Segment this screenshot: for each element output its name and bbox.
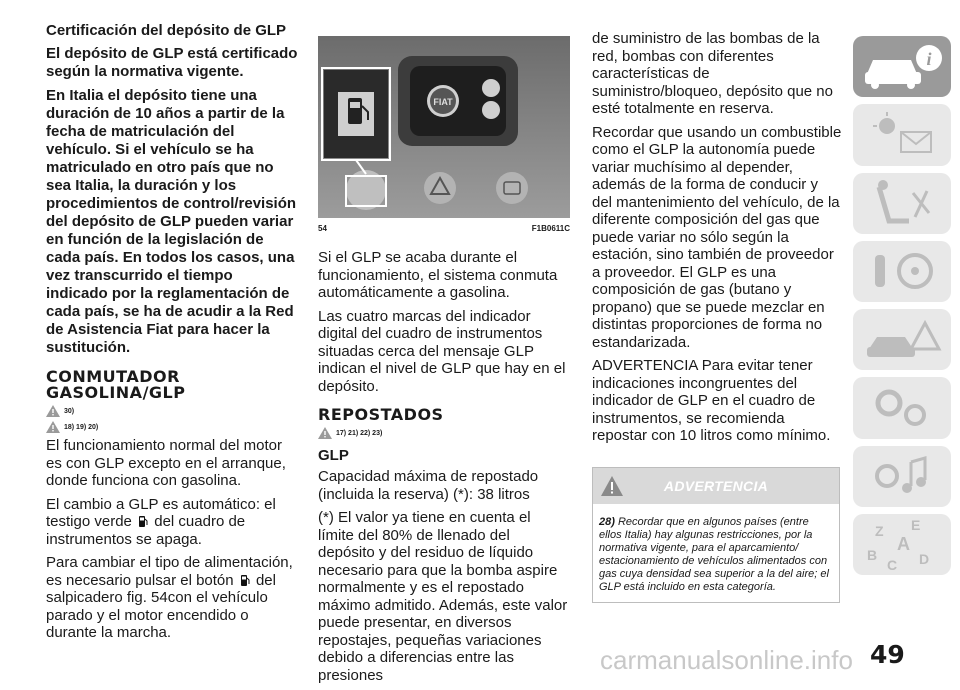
sidebar-item-maintenance[interactable] <box>853 377 951 438</box>
svg-text:C: C <box>887 557 898 574</box>
maintenance-icon <box>853 377 951 438</box>
dashboard-lights-icon <box>853 104 951 165</box>
footnote-paragraph: (*) El valor ya tiene en cuenta el límite del 80% de llenado del depósito y del residuo de líquido necesario para que la bomba aspire normalmente y es el repostado máximo admitido. Además, este valor puede presentar, en diversos repostajes, pequeñas variaciones debido a diferencias entre las presiones <box>318 509 568 684</box>
switch-section-title: CONMUTADOR GASOLINA/GLP <box>46 367 186 402</box>
lpg-certification-heading: Certificación del depósito de GLP <box>46 22 287 39</box>
left-column <box>46 0 298 648</box>
warning-box <box>592 467 840 603</box>
indicator-paragraph: Las cuatro marcas del indicador digital del cuadro de instrumentos situadas cerca del mensaje GLP indican el nivel de GLP que hay en el depósito. <box>318 307 566 395</box>
lpg-runout-paragraph: Si el GLP se acaba durante el funcionamiento, el sistema conmuta automáticamente a gasolina. <box>318 249 558 301</box>
warning-triangle-icon <box>318 427 332 439</box>
dashboard-illustration <box>318 36 570 218</box>
svg-text:i: i <box>926 49 932 69</box>
warning-box-body <box>593 504 839 602</box>
seat-safety-icon <box>853 173 951 234</box>
advertencia-paragraph: ADVERTENCIA Para evitar tener indicaciones incongruentes del indicador de GLP en el cuadro de instrumentos, se recomienda repostar con 10 litros como mínimo. <box>592 357 831 444</box>
warning-number: 28) <box>599 515 615 528</box>
normal-operation-paragraph: El funcionamiento normal del motor es con GLP excepto en el arranque, donde funciona con gasolina. <box>46 437 286 489</box>
glp-subheading: GLP <box>318 447 349 464</box>
figure-number: 54 <box>318 224 327 233</box>
svg-text:Z: Z <box>875 523 884 540</box>
warning-box-title: ADVERTENCIA <box>663 477 769 494</box>
figure-code: F1B0611C <box>531 224 570 233</box>
fuel-pump-icon <box>138 514 148 528</box>
sidebar-item-start[interactable] <box>853 241 951 302</box>
figure-caption <box>318 224 570 233</box>
key-steering-icon <box>853 241 951 302</box>
svg-text:FIAT: FIAT <box>433 97 453 107</box>
warning-triangle-icon <box>46 405 60 417</box>
right-column <box>592 0 842 603</box>
autonomy-paragraph: Recordar que usando un combustible como el GLP la autonomía puede variar muchísimo al depender, además de la forma de conducir y del mantenimiento del vehículo, de la diferente composición del gas que puede variar no sólo según la estación, sino también de proveedor a proveedor. El GLP es una composición de gas (butano y propano) que se puede mezclar en distintas proporciones de forma no estandarizada. <box>592 123 842 351</box>
supply-paragraph: de suministro de las bombas de la red, bombas con diferentes características de suministro/bloqueo, depósito que no esté totalmente en reserva. <box>592 30 833 117</box>
warning-triangle-icon <box>46 421 60 433</box>
sidebar-item-lights[interactable] <box>853 104 951 165</box>
page-number: 49 <box>870 640 905 669</box>
svg-text:D: D <box>919 551 930 568</box>
multimedia-icon <box>853 446 951 507</box>
warning-triangle-icon <box>601 476 623 496</box>
svg-text:B: B <box>867 547 878 564</box>
warning-reference-1: 30) <box>46 405 298 417</box>
sidebar-item-safety[interactable] <box>853 173 951 234</box>
warning-box-header <box>593 468 839 504</box>
warning-reference-3: 17) 21) 22) 23) <box>318 427 570 439</box>
sidebar-item-car-info[interactable] <box>853 36 951 97</box>
fuel-pump-icon <box>240 573 250 587</box>
sidebar-item-emergency[interactable] <box>853 309 951 370</box>
refuel-section-title: REPOSTADOS <box>318 405 444 424</box>
watermark: carmanualsonline.info <box>600 645 853 675</box>
svg-text:E: E <box>911 517 921 534</box>
chapter-sidebar <box>853 36 953 582</box>
breakdown-icon <box>853 309 951 370</box>
middle-column <box>318 0 570 690</box>
index-icon <box>853 514 951 575</box>
warning-text: Recordar que en algunos países (entre ellos Italia) hay algunas restricciones, por la normativa vigente, para el aparcamiento/ estacionamiento de vehículos alimentados con gas cuya densidad sea superior a la del aire; el GLP está incluido en esta categoría. <box>599 515 829 593</box>
lpg-certified-paragraph: El depósito de GLP está certificado según la normativa vigente. <box>46 45 298 80</box>
capacity-paragraph: Capacidad máxima de repostado (incluida la reserva) (*): 38 litros <box>318 468 539 503</box>
automatic-switch-paragraph: El cambio a GLP es automático: el testigo verde del cuadro de instrumentos se apaga. <box>46 495 276 548</box>
warning-reference-2: 18) 19) 20) <box>46 421 298 433</box>
sidebar-item-multimedia[interactable] <box>853 446 951 507</box>
dashboard-figure <box>318 36 570 218</box>
car-info-icon <box>853 36 951 97</box>
svg-text:A: A <box>897 534 910 555</box>
change-fuel-paragraph: Para cambiar el tipo de alimentación, es necesario pulsar el botón del salpicadero fig. 54con el vehículo parado y el motor encendido o durante la marcha. <box>46 554 293 641</box>
lpg-duration-paragraph: En Italia el depósito tiene una duración de 10 años a partir de la fecha de matriculación del vehículo. Si el vehículo se ha matriculado en otro país que no sea Italia, la duración y los procedimientos de control/revisión del depósito de GLP pueden variar en función de la legislación de cada país. En todos los casos, una vez transcurrido el tiempo indicado por la reglamentación de cada país, se ha de acudir a la Red de Asistencia Fiat para hacer la sustitución. <box>46 87 297 356</box>
sidebar-item-index[interactable] <box>853 514 951 575</box>
